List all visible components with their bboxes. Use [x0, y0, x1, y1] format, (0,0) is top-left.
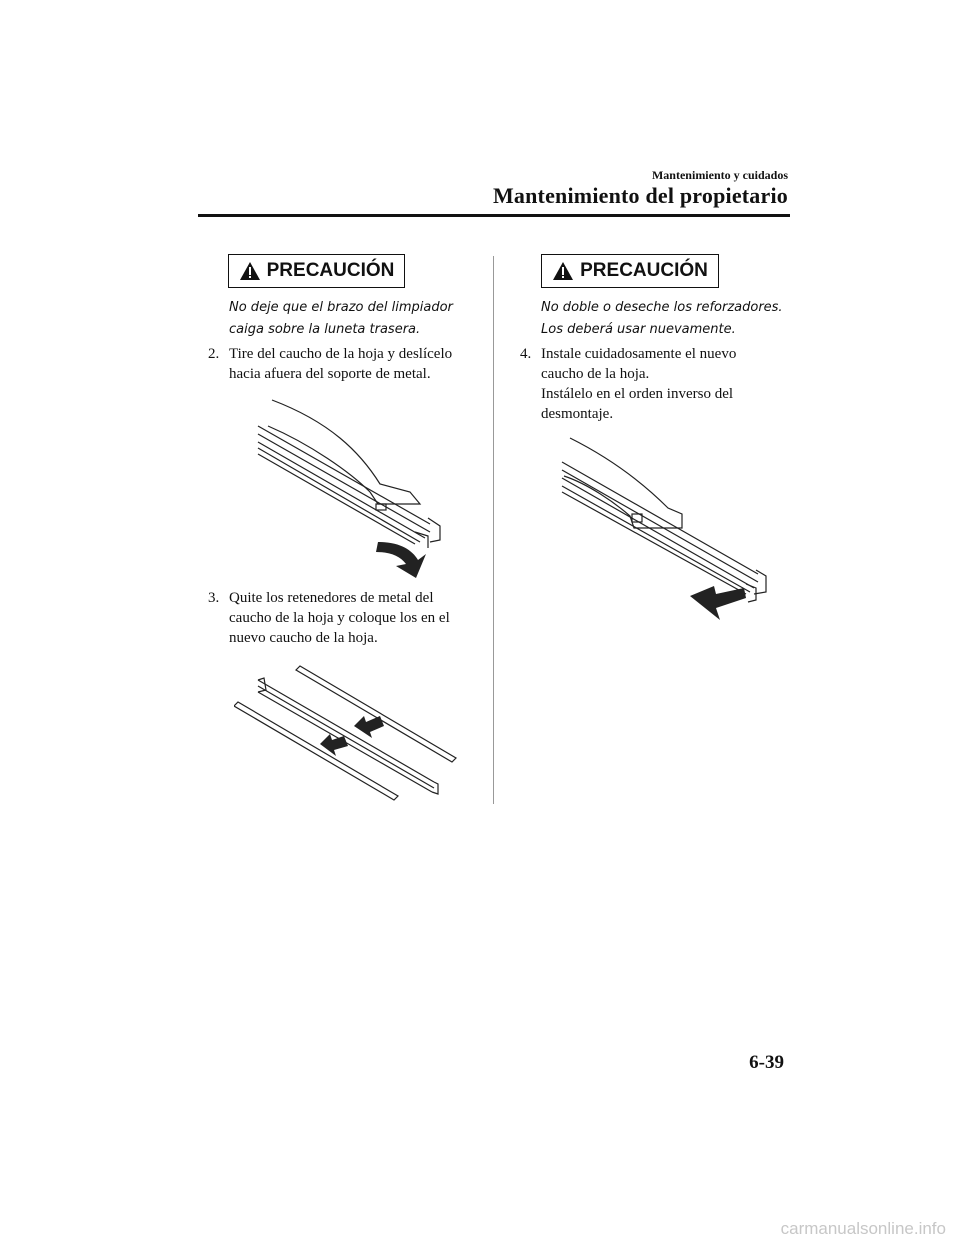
caution-text-right — [541, 297, 783, 341]
caution-line: No doble o deseche los reforzadores. — [541, 300, 783, 315]
step-line: Instale cuidadosamente el nuevo — [541, 346, 737, 362]
retainers-illustration — [234, 660, 464, 802]
caution-box-left — [228, 254, 405, 288]
column-divider — [493, 256, 494, 804]
caution-label: PRECAUCIÓN — [580, 260, 708, 281]
caution-line: Los deberá usar nuevamente. — [541, 322, 736, 337]
caution-text-left — [229, 297, 453, 341]
header-rule — [198, 214, 790, 217]
caution-box-right — [541, 254, 719, 288]
caution-line: No deje que el brazo del limpiador — [229, 300, 453, 315]
blade-install-illustration — [558, 432, 770, 624]
step-line: Tire del caucho de la hoja y deslícelo — [229, 346, 453, 362]
step-line: Instálelo en el orden inverso del — [541, 386, 734, 402]
watermark: carmanualsonline.info — [780, 1219, 946, 1238]
caution-label: PRECAUCIÓN — [266, 260, 395, 281]
section-name: Mantenimiento y cuidados — [651, 168, 788, 182]
warning-triangle-icon — [552, 261, 574, 281]
step-line: desmontaje. — [541, 406, 614, 422]
warning-triangle-icon — [239, 261, 261, 281]
step-line: hacia afuera del soporte de metal. — [229, 366, 431, 382]
step-number: 3. — [208, 590, 220, 606]
blade-removal-illustration — [250, 392, 450, 582]
page-title: Mantenimiento del propietario — [492, 183, 788, 208]
page-number: 6-39 — [749, 1052, 784, 1073]
step-number: 2. — [208, 346, 220, 362]
step-line: Quite los retenedores de metal del — [229, 590, 434, 606]
step-number: 4. — [520, 346, 532, 362]
step-line: caucho de la hoja y coloque los en el — [229, 610, 450, 626]
step-line: nuevo caucho de la hoja. — [229, 630, 378, 646]
caution-line: caiga sobre la luneta trasera. — [229, 322, 421, 337]
step-line: caucho de la hoja. — [541, 366, 650, 382]
